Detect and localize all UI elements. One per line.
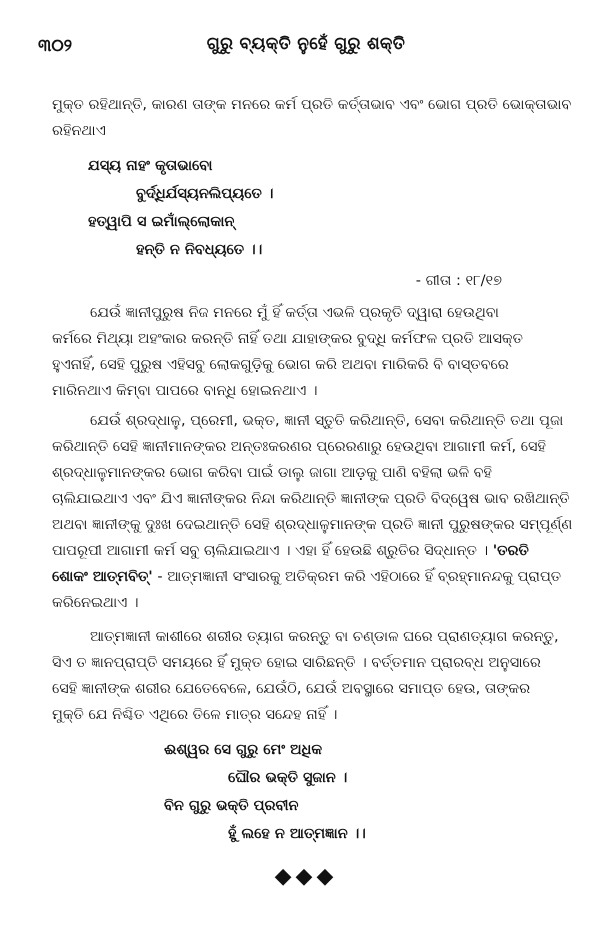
paragraph-2 [52, 408, 573, 616]
text-line: ଶୋକଂ ଆତ୍ମବିତ୍' - ଆତ୍ମଜ୍ଞାନୀ ସଂସାରକୁ ଅତିକ୍ରମ କରି ଏହିଠାରେ ହିଁ ବ୍ରହ୍ମାନନ୍ଦକୁ ପ୍ରାପ୍ତ [52, 569, 562, 585]
bold-quote: 'ତରତି [492, 543, 529, 559]
text-line: ଆତ୍ମଜ୍ଞାନୀ କାଶୀରେ ଶରୀର ତ୍ୟାଗ କରନ୍ତୁ ବା ଚଣ୍ଡାଳ ଘରେ ପ୍ରାଣତ୍ୟାଗ କରନ୍ତୁ, [90, 629, 559, 645]
text-line: ରହିନଥାଏ [52, 123, 106, 139]
paragraph-1 [52, 300, 560, 404]
text-line: ଯେଉଁ ଶ୍ରଦ୍ଧାଳୁ, ପ୍ରେମୀ, ଭକ୍ତ, ଜ୍ଞାନୀ ସ୍ତୁତି କରିଥାନ୍ତି, ସେବା କରିଥାନ୍ତି ତଥା ପୂଜା [90, 413, 564, 429]
text-line: ସିଏ ତ ଜ୍ଞାନପ୍ରାପ୍ତି ସମୟରେ ହିଁ ମୁକ୍ତ ହୋଇ ସାରିଛନ୍ତି । ବର୍ତ୍ତମାନ ପ୍ରାରବ୍ଧ ଅନୁସାରେ [52, 655, 541, 671]
bold-quote: ଶୋକଂ ଆତ୍ମବିତ୍' [52, 569, 153, 585]
text-line: ମୁକ୍ତ ରହିଥାନ୍ତି, କାରଣ ତାଙ୍କ ମନରେ କର୍ମ ପ୍ରତି କର୍ତ୍ତାଭାବ ଏବଂ ଭୋଗ ପ୍ରତି ଭୋକ୍ତାଭାବ [52, 97, 572, 113]
text-line: କରିଥାନ୍ତି ସେହି ଜ୍ଞାନୀମାନଙ୍କର ଅନ୍ତଃକରଣର ପ୍ରେରଣାରୁ ହେଉଥିବା ଆଗାମୀ କର୍ମ, ସେହି [52, 439, 546, 455]
verse-line: ହତ୍ୱାପି ସ ଇମାଁଲ୍ଲୋକାନ୍ [88, 214, 235, 230]
page-header [38, 34, 560, 64]
verse-line: ଘୌର ଭକ୍ତି ସୁଜାନ । [228, 770, 348, 786]
text-line: ମାରିନଥାଏ କିମ୍ବା ପାପରେ ବାନ୍ଧି ହୋଇନଥାଏ । [52, 383, 318, 399]
verse-doha [52, 736, 560, 848]
end-ornament: ◆◆◆ [274, 864, 338, 889]
verse-line: ହୁଁ ଲହେ ନ ଆତ୍ମଜ୍ଞାନ ।। [228, 826, 366, 842]
text-line: ଚାଲିଯାଇଥାଏ ଏବଂ ଯିଏ ଜ୍ଞାନୀଙ୍କର ନିନ୍ଦା କରିଥାନ୍ତି ଜ୍ଞାନୀଙ୍କ ପ୍ରତି ବିଦ୍ୱେଷ ଭାବ ରଖିଥାନ୍ତି [52, 491, 570, 507]
text-line: ଅଥବା ଜ୍ଞାନୀଙ୍କୁ ଦୁଃଖ ଦେଇଥାନ୍ତି ସେହି ଶ୍ରଦ୍ଧାଳୁମାନଙ୍କ ପ୍ରତି ଜ୍ଞାନୀ ପୁରୁଷଙ୍କର ସମ୍ପୂର୍ଣ୍ଣ [52, 517, 573, 533]
text-line: ହୁଏନାହିଁ, ସେହି ପୁରୁଷ ଏହିସବୁ ଲୋକଗୁଡ଼ିକୁ ଭୋଗ କରି ଅଥବା ମାରିକରି ବି ବାସ୍ତବରେ [52, 357, 509, 373]
page-number: ୩୦୨ [38, 36, 73, 56]
text-line: କର୍ମରେ ମିଥ୍ୟା ଅହଂକାର କରନ୍ତି ନାହିଁ ତଥା ଯାହାଙ୍କର ବୁଦ୍ଧି କର୍ମଫଳ ପ୍ରତି ଆସକ୍ତ [52, 331, 523, 347]
text-line: ମୁକ୍ତି ଯେ ନିଶ୍ଚିତ ଏଥିରେ ତିଳେ ମାତ୍ର ସନ୍ଦେହ ନାହିଁ । [52, 707, 338, 723]
verse-line: ବିନ ଗୁରୁ ଭକ୍ତି ପ୍ରବୀନ [164, 798, 299, 814]
verse-gita [52, 152, 560, 264]
paragraph-3 [52, 624, 560, 728]
text-line: ସେହି ଜ୍ଞାନୀଙ୍କ ଶରୀର ଯେତେବେଳେ, ଯେଉଁଠି, ଯେଉଁ ଅବସ୍ଥାରେ ସମାପ୍ତ ହେଉ, ତାଙ୍କର [52, 681, 531, 697]
verse-line: ଯସ୍ୟ ନାହଂ କୃତାଭାବୋ [88, 158, 213, 174]
running-title: ଗୁରୁ ବ୍ୟକ୍ତି ନୁହେଁ ଗୁରୁ ଶକ୍ତି [206, 34, 406, 54]
verse-line: ହନ୍ତି ନ ନିବଧ୍ୟତେ ।। [136, 242, 263, 258]
intro-paragraph [52, 92, 572, 144]
text-line: ଶ୍ରଦ୍ଧାଳୁମାନଙ୍କର ଭୋଗ କରିବା ପାଇଁ ଡାଲୁ ଜାଗା ଆଡ଼କୁ ପାଣି ବହିଲା ଭଳି ବହି [52, 465, 493, 481]
verse-citation: - ଗୀତା : ୧୮/୧୭ [415, 273, 502, 289]
text-line: ଯେଉଁ ଜ୍ଞାନୀପୁରୁଷ ନିଜ ମନରେ ମୁଁ ହିଁ କର୍ତ୍ତା ଏଭଳି ପ୍ରକୃତି ଦ୍ୱାରା ହେଉଥିବା [90, 305, 499, 321]
verse-line: ଈଶ୍ୱର ସେ ଗୁରୁ ମେଂ ଅଧିକ [164, 742, 323, 758]
text-line [52, 538, 560, 564]
text-segment: ପାପରୂପୀ ଆଗାମୀ କର୍ମ ସବୁ ଚାଲିଯାଇଥାଏ । ଏହା ହିଁ ହେଉଛି ଶ୍ରୁତିର ସିଦ୍ଧାନ୍ତ । [52, 543, 489, 559]
verse-line: ବୁର୍ଦ୍ଧିର୍ଯସ୍ୟନଲିପ୍ୟତେ । [136, 186, 274, 202]
text-line: କରିନେଇଥାଏ । [52, 595, 139, 611]
